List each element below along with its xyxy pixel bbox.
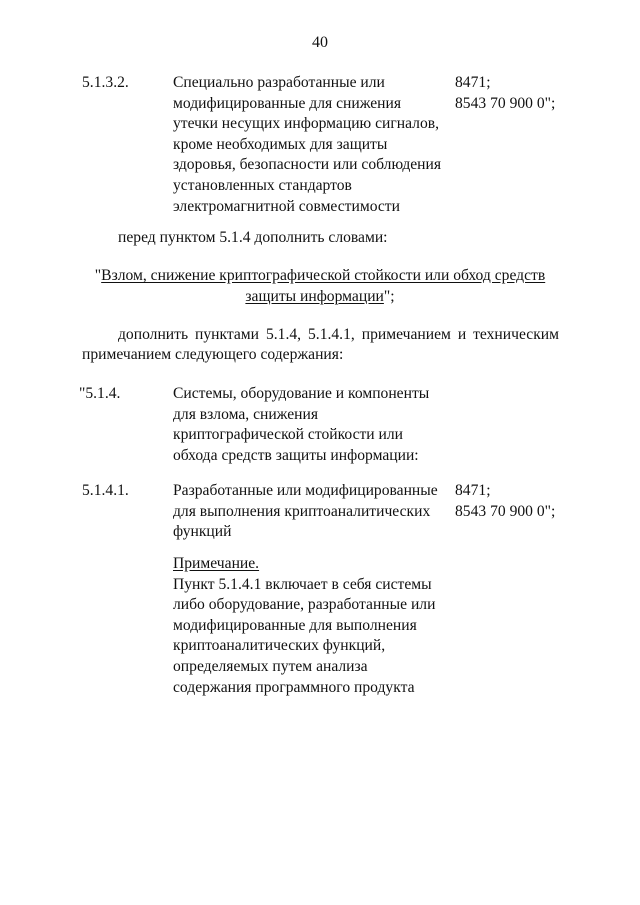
entry-description-5-1-4: [173, 384, 429, 466]
note-line: модифицированные для выполнения: [173, 616, 417, 634]
heading-line-1: [0, 266, 640, 287]
description-line: Специально разработанные или: [173, 74, 385, 91]
note-line: криптоаналитических функций,: [173, 637, 386, 655]
description-line: для выполнения криптоаналитических: [173, 502, 431, 520]
entry-codes-5-1-3-2: [455, 73, 555, 114]
code-line: 8471;: [455, 74, 491, 91]
heading-text-1: Взлом, снижение криптографической стойкости или обход средств: [101, 267, 546, 284]
heading-line-2: [0, 287, 640, 308]
code-line: 8543 70 900 0";: [455, 94, 556, 112]
note-line: содержания программного продукта: [173, 678, 415, 696]
instruction-add-line-1: дополнить пунктами 5.1.4, 5.1.4.1, примечанием и техническим: [118, 326, 559, 343]
heading-text-2: защиты информации: [245, 287, 384, 305]
description-line: криптографической стойкости или: [173, 426, 404, 444]
description-line: Разработанные или модифицированные: [173, 482, 438, 499]
description-line: кроме необходимых для защиты: [173, 135, 388, 153]
entry-number-5-1-4: "5.1.4.: [79, 385, 121, 402]
entry-number-5-1-4-1: 5.1.4.1.: [82, 482, 129, 499]
instruction-add-line-2: примечанием следующего содержания:: [82, 346, 344, 363]
description-line: функций: [173, 523, 232, 541]
page-number: 40: [312, 34, 328, 51]
entry-description-5-1-4-1: [173, 481, 438, 543]
description-line: утечки несущих информацию сигналов,: [173, 115, 439, 133]
description-line: электромагнитной совместимости: [173, 197, 400, 215]
description-line: для взлома, снижения: [173, 405, 319, 423]
section-heading: [0, 266, 640, 307]
note-title: Примечание.: [173, 555, 260, 572]
description-line: установленных стандартов: [173, 176, 352, 194]
code-line: 8543 70 900 0";: [455, 502, 556, 520]
entry-number-5-1-3-2: 5.1.3.2.: [82, 74, 129, 91]
description-line: модифицированные для снижения: [173, 94, 402, 112]
note-line: определяемых путем анализа: [173, 657, 368, 675]
description-line: обхода средств защиты информации:: [173, 446, 419, 464]
description-line: здоровья, безопасности или соблюдения: [173, 156, 442, 174]
heading-close-quote: ";: [383, 287, 395, 305]
entry-codes-5-1-4-1: [455, 481, 555, 522]
entry-description-5-1-3-2: [173, 73, 441, 217]
note-line: Пункт 5.1.4.1 включает в себя системы: [173, 575, 432, 593]
note-line: либо оборудование, разработанные или: [173, 596, 436, 614]
heading-open-quote: ": [94, 267, 102, 284]
description-line: Системы, оборудование и компоненты: [173, 385, 430, 402]
instruction-insert-before: перед пунктом 5.1.4 дополнить словами:: [118, 229, 388, 246]
note-block: [173, 554, 435, 698]
code-line: 8471;: [455, 482, 491, 499]
